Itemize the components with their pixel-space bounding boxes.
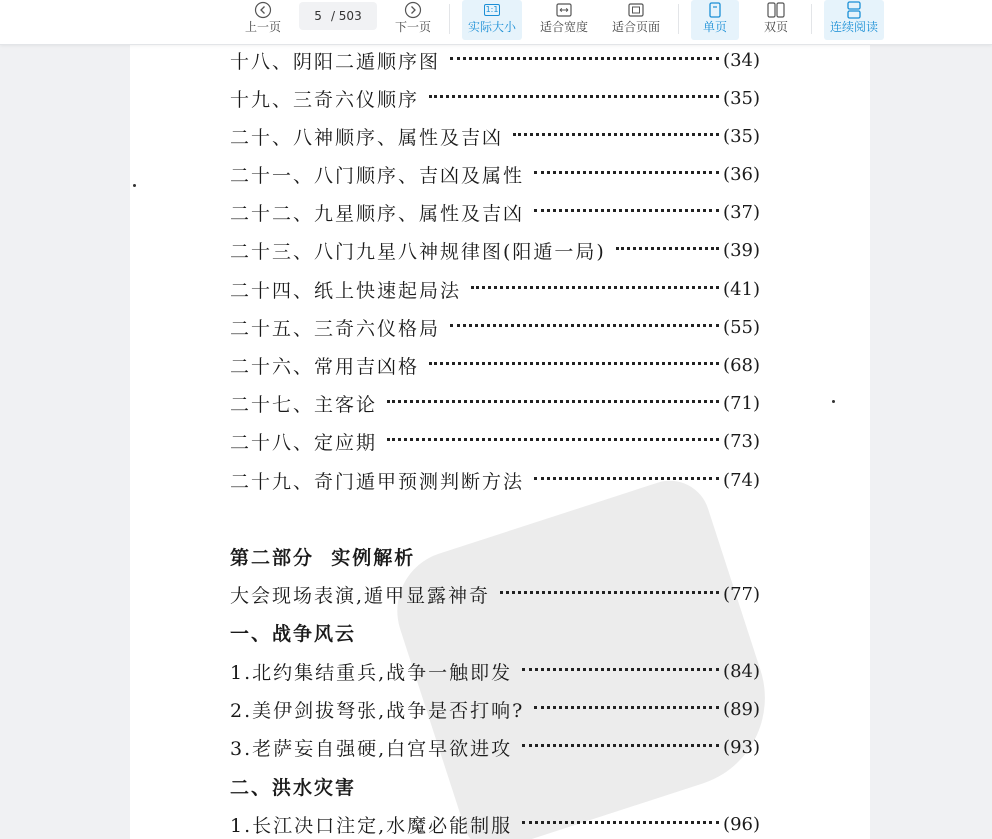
leader-dots: [534, 170, 719, 174]
part-two-heading: 第二部分 实例解析: [230, 546, 416, 569]
toc-entry-page: (37): [723, 201, 760, 223]
toc-entry[interactable]: [230, 388, 760, 418]
toc-entry-title: 二十四、纸上快速起局法: [230, 279, 462, 302]
toc-entry-page: (34): [723, 49, 760, 71]
next-page-label: 下一页: [394, 20, 431, 34]
actual-size-label: 实际大小: [467, 20, 516, 34]
toc-entry[interactable]: [230, 274, 760, 304]
fit-width-icon: [556, 0, 572, 20]
document-page: [130, 44, 870, 839]
toolbar-divider: [811, 4, 812, 34]
prev-page-label: 上一页: [244, 20, 281, 34]
toc-entry-page: (89): [723, 698, 760, 720]
toc-entry[interactable]: [230, 312, 760, 342]
toc-entry-title: 3.老萨妄自强硬,白宫早欲进攻: [230, 737, 513, 760]
toc-entry-title: 2.美伊剑拔弩张,战争是否打响?: [230, 699, 525, 722]
double-page-icon: [767, 0, 785, 20]
toolbar-divider: [678, 4, 679, 34]
toc-entry-title: 二十七、主客论: [230, 393, 378, 416]
toc-entry-page: (73): [723, 430, 760, 452]
leader-dots: [534, 476, 719, 480]
leader-dots: [522, 743, 719, 747]
leader-dots: [450, 323, 719, 327]
leader-dots: [450, 56, 719, 60]
leader-dots: [429, 361, 719, 365]
toc-entry[interactable]: [230, 426, 760, 456]
viewer-toolbar: [0, 0, 992, 45]
single-page-icon: [708, 0, 722, 20]
toc-entry-page: (96): [723, 813, 760, 835]
fit-page-label: 适合页面: [611, 20, 660, 34]
prev-page-button[interactable]: [240, 0, 286, 40]
leader-dots: [429, 94, 719, 98]
toc-entry[interactable]: [230, 350, 760, 380]
toc-entry-page: (35): [723, 87, 760, 109]
leader-dots: [616, 246, 719, 250]
actual-size-button[interactable]: [462, 0, 522, 40]
scan-speck: [832, 400, 835, 403]
toc-entry-title: 二十五、三奇六仪格局: [230, 317, 441, 340]
leader-dots: [534, 705, 719, 709]
toc-entry-page: (68): [723, 354, 760, 376]
toc-entry-title: 1.北约集结重兵,战争一触即发: [230, 661, 513, 684]
toc-entry[interactable]: [230, 197, 760, 227]
toc-entry-title: 二十三、八门九星八神规律图(阳遁一局): [230, 240, 606, 263]
toolbar-divider: [449, 4, 450, 34]
toc-entry-page: (71): [723, 392, 760, 414]
leader-dots: [522, 820, 719, 824]
double-page-button[interactable]: [752, 0, 800, 40]
continuous-reading-icon: [846, 0, 862, 20]
fit-width-button[interactable]: [536, 0, 592, 40]
leader-dots: [522, 667, 719, 671]
toc-entry[interactable]: [230, 809, 760, 839]
toc-entry-title: 二十八、定应期: [230, 431, 378, 454]
chevron-right-icon: [404, 0, 422, 20]
toc-entry-page: (93): [723, 736, 760, 758]
chevron-left-icon: [254, 0, 272, 20]
total-pages: / 503: [330, 9, 362, 23]
continuous-reading-label: 连续阅读: [829, 20, 878, 34]
section-heading: 一、战争风云: [230, 622, 357, 645]
fit-page-icon: [628, 0, 644, 20]
toc-entry-title: 二十、八神顺序、属性及吉凶: [230, 126, 504, 149]
single-page-label: 单页: [702, 20, 727, 34]
continuous-reading-button[interactable]: [824, 0, 884, 40]
leader-dots: [534, 208, 719, 212]
toc-entry-title: 十九、三奇六仪顺序: [230, 88, 420, 111]
next-page-button[interactable]: [390, 0, 436, 40]
toc-entry-page: (55): [723, 316, 760, 338]
toc-entry-page: (39): [723, 239, 760, 261]
leader-dots: [500, 590, 719, 594]
section-heading: 二、洪水灾害: [230, 776, 357, 799]
single-page-button[interactable]: [691, 0, 739, 40]
toc-entry-title: 二十二、九星顺序、属性及吉凶: [230, 202, 525, 225]
toc-entry-title: 二十一、八门顺序、吉凶及属性: [230, 164, 525, 187]
toc-entry[interactable]: [230, 235, 760, 265]
toc-entry[interactable]: [230, 83, 760, 113]
fit-width-label: 适合宽度: [539, 20, 588, 34]
toc-entry-title: 十八、阴阳二遁顺序图: [230, 50, 441, 73]
leader-dots: [387, 437, 719, 441]
toc-entry-title: 大会现场表演,遁甲显露神奇: [230, 584, 491, 607]
toc-entry[interactable]: [230, 159, 760, 189]
toc-entry-title: 二十九、奇门遁甲预测判断方法: [230, 470, 525, 493]
toc-entry[interactable]: [230, 121, 760, 151]
toc-entry[interactable]: [230, 732, 760, 762]
scan-speck: [133, 184, 136, 187]
toc-entry-page: (35): [723, 125, 760, 147]
toc-entry-title: 二十六、常用吉凶格: [230, 355, 420, 378]
toc-entry-page: (36): [723, 163, 760, 185]
toc-entry[interactable]: [230, 656, 760, 686]
toc-entry[interactable]: [230, 694, 760, 724]
toc-entry[interactable]: [230, 579, 760, 609]
fit-page-button[interactable]: [608, 0, 664, 40]
toc-entry[interactable]: [230, 45, 760, 75]
actual-size-icon: 1:1: [485, 5, 499, 14]
toc-entry[interactable]: [230, 465, 760, 495]
toc-entry-page: (41): [723, 278, 760, 300]
current-page-input[interactable]: 5: [314, 9, 322, 23]
toc-entry-page: (74): [723, 469, 760, 491]
leader-dots: [387, 399, 719, 403]
leader-dots: [513, 132, 719, 136]
toc-entry-page: (84): [723, 660, 760, 682]
toc-entry-page: (77): [723, 583, 760, 605]
double-page-label: 双页: [763, 20, 788, 34]
toc-entry-title: 1.长江决口注定,水魔必能制服: [230, 814, 513, 837]
page-number-box[interactable]: [299, 2, 377, 30]
leader-dots: [471, 285, 719, 289]
